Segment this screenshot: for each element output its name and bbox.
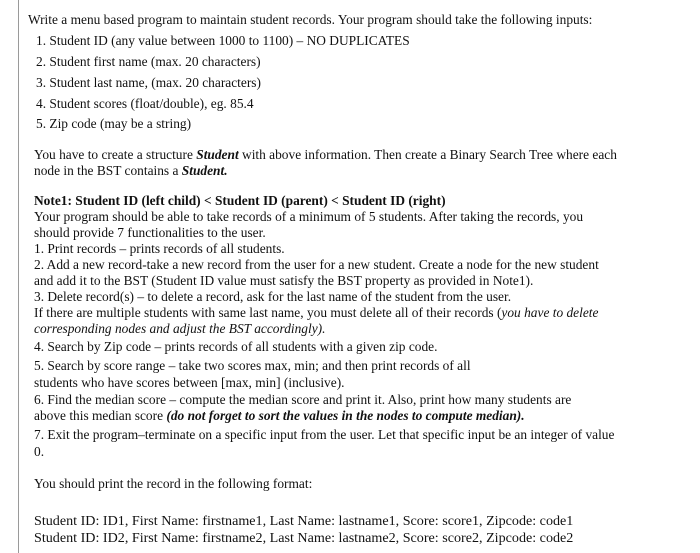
format-intro: You should print the record in the following format:: [34, 476, 313, 491]
function-6-bold-italic: (do not forget to sort the values in the nodes to compute median).: [166, 408, 525, 423]
function-6-line1: 6. Find the median score – compute the median score and print it. Also, print how many students are: [34, 392, 572, 407]
format-line-2: Student ID: ID2, First Name: firstname2, Last Name: lastname2, Score: score2, Zipcode: code2: [34, 530, 574, 546]
function-6-text: above this median score: [34, 408, 167, 423]
function-2-line1: 2. Add a new record-take a new record from the user for a new student. Create a node for the new student: [34, 257, 599, 272]
function-1: 1. Print records – prints records of all students.: [34, 241, 285, 256]
structure-paragraph-line2: [34, 162, 228, 179]
note-line-1: Your program should be able to take records of a minimum of 5 students. After taking the records, you: [34, 209, 584, 224]
input-item-5: 5. Zip code (may be a string): [36, 116, 192, 131]
function-5-line2: students who have scores between [max, min] (inclusive).: [34, 375, 345, 390]
intro-text: Write a menu based program to maintain student records. Your program should take the following inputs:: [28, 12, 593, 27]
format-line-1: Student ID: ID1, First Name: firstname1, Last Name: lastname1, Score: score1, Zipcode: code1: [34, 513, 574, 529]
input-item-3: 3. Student last name, (max. 20 characters): [36, 75, 261, 90]
function-3-line1: 3. Delete record(s) – to delete a record, ask for the last name of the student from the user.: [34, 289, 512, 304]
structure-text: node in the BST contains a: [34, 163, 182, 178]
input-item-4: 4. Student scores (float/double), eg. 85.4: [36, 96, 254, 111]
note-line-2: should provide 7 functionalities to the user.: [34, 225, 266, 240]
document-page: [18, 0, 695, 553]
input-item-1: 1. Student ID (any value between 1000 to 1100) – NO DUPLICATES: [36, 33, 410, 48]
function-7-line1: 7. Exit the program–terminate on a specific input from the user. Let that specific input be an integer of value: [34, 427, 615, 442]
function-3-text: If there are multiple students with same last name, you must delete all of their records (: [34, 305, 502, 320]
function-3-line2: [34, 304, 598, 321]
function-3-italic: you have to delete: [501, 305, 599, 320]
structure-text: You have to create a structure: [34, 147, 197, 162]
structure-name: Student.: [181, 163, 228, 178]
note-heading: Note1: Student ID (left child) < Student ID (parent) < Student ID (right): [34, 193, 446, 208]
structure-paragraph-line1: [34, 146, 617, 163]
function-6-line2: [34, 407, 525, 424]
input-item-2: 2. Student first name (max. 20 characters): [36, 54, 261, 69]
function-3-line3: corresponding nodes and adjust the BST accordingly).: [34, 321, 326, 336]
function-4: 4. Search by Zip code – prints records of all students with a given zip code.: [34, 339, 438, 354]
function-5-line1: 5. Search by score range – take two scores max, min; and then print records of all: [34, 358, 471, 373]
structure-name: Student: [196, 147, 239, 162]
function-2-line2: and add it to the BST (Student ID value must satisfy the BST property as provided in Note1).: [34, 273, 534, 288]
structure-text-cont: with above information. Then create a Binary Search Tree where each: [238, 147, 617, 162]
function-7-line2: 0.: [34, 444, 45, 459]
